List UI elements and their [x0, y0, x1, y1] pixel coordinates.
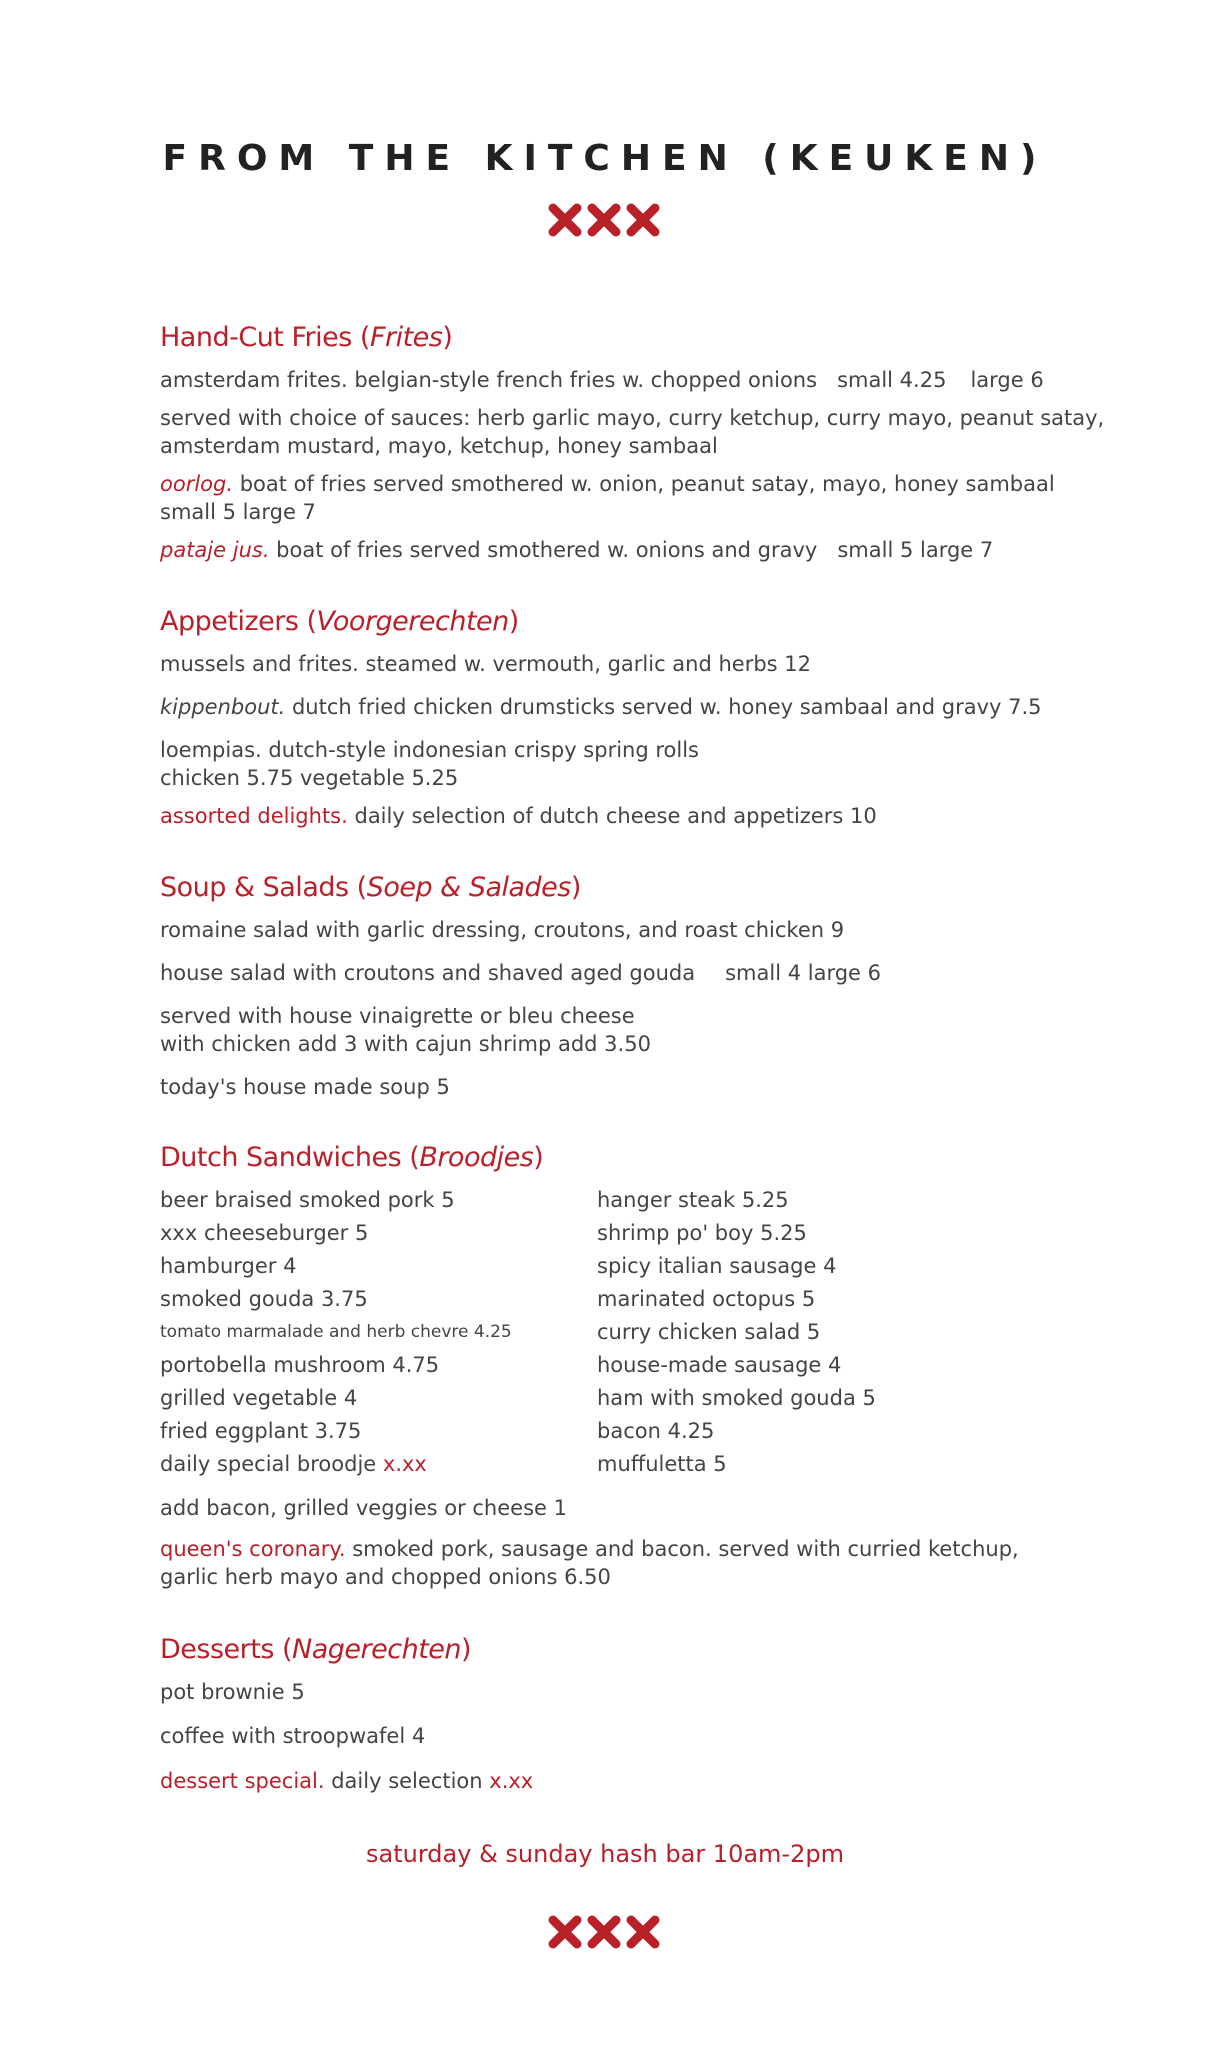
sandwich-item-daily-special: daily special broodje x.xx [160, 1452, 427, 1476]
menu-item-loempias: loempias. dutch-style indonesian crispy spring rolls [160, 738, 699, 762]
sandwich-item: beer braised smoked pork 5 [160, 1188, 455, 1212]
section-title-desserts: Desserts (Nagerechten) [160, 1634, 472, 1665]
menu-item-oorlog-price: small 5 large 7 [160, 500, 316, 524]
sandwich-item: portobella mushroom 4.75 [160, 1353, 440, 1377]
menu-item-oorlog: oorlog. boat of fries served smothered w. onion, peanut satay, mayo, honey sambaal [160, 472, 1055, 496]
section-title-appetizers: Appetizers (Voorgerechten) [160, 606, 519, 637]
triple-x-icon [547, 202, 661, 238]
sauces-note-cont: amsterdam mustard, mayo, ketchup, honey sambaal [160, 434, 718, 458]
menu-item-dessert-special: dessert special. daily selection x.xx [160, 1769, 534, 1793]
sandwich-item: curry chicken salad 5 [597, 1320, 821, 1344]
sauces-note: served with choice of sauces: herb garlic mayo, curry ketchup, curry mayo, peanut satay, [160, 406, 1105, 430]
sandwich-addons: add bacon, grilled veggies or cheese 1 [160, 1496, 567, 1520]
menu-item-mussels: mussels and frites. steamed w. vermouth, garlic and herbs 12 [160, 652, 812, 676]
menu-item-house-salad: house salad with croutons and shaved aged gouda small 4 large 6 [160, 961, 882, 985]
sandwich-item: muffuletta 5 [597, 1452, 727, 1476]
sandwich-item: hanger steak 5.25 [597, 1188, 789, 1212]
section-title-soup: Soup & Salads (Soep & Salades) [160, 872, 581, 903]
sandwich-item: shrimp po' boy 5.25 [597, 1221, 807, 1245]
menu-item-pot-brownie: pot brownie 5 [160, 1680, 305, 1704]
sandwich-item: hamburger 4 [160, 1254, 297, 1278]
menu-item-pataje: pataje jus. boat of fries served smothered w. onions and gravy small 5 large 7 [160, 538, 994, 562]
sandwich-item: bacon 4.25 [597, 1419, 715, 1443]
sandwich-item: spicy italian sausage 4 [597, 1254, 837, 1278]
sandwich-item: xxx cheeseburger 5 [160, 1221, 369, 1245]
menu-item-kippenbout: kippenbout. dutch fried chicken drumsticks served w. honey sambaal and gravy 7.5 [160, 695, 1042, 719]
section-title-fries: Hand-Cut Fries (Frites) [160, 322, 453, 353]
menu-item-loempias-price: chicken 5.75 vegetable 5.25 [160, 766, 459, 790]
menu-item-assorted-delights: assorted delights. daily selection of dutch cheese and appetizers 10 [160, 804, 877, 828]
sandwich-item: tomato marmalade and herb chevre 4.25 [160, 1322, 512, 1342]
dressing-note: served with house vinaigrette or bleu cheese [160, 1004, 635, 1028]
sandwich-item: ham with smoked gouda 5 [597, 1386, 876, 1410]
sandwich-item: marinated octopus 5 [597, 1287, 816, 1311]
page-title: FROM THE KITCHEN (KEUKEN) [162, 138, 1048, 179]
section-title-sandwiches: Dutch Sandwiches (Broodjes) [160, 1142, 544, 1173]
menu-item-queens-coronary-cont: garlic herb mayo and chopped onions 6.50 [160, 1565, 611, 1589]
menu-item-coffee-stroopwafel: coffee with stroopwafel 4 [160, 1724, 426, 1748]
sandwich-item: smoked gouda 3.75 [160, 1287, 368, 1311]
triple-x-icon [547, 1914, 661, 1950]
menu-item-soup: today's house made soup 5 [160, 1075, 450, 1099]
hash-bar-note: saturday & sunday hash bar 10am-2pm [366, 1840, 844, 1868]
menu-item-amsterdam-frites: amsterdam frites. belgian-style french fries w. chopped onions small 4.25 large 6 [160, 368, 1044, 392]
sandwich-item: grilled vegetable 4 [160, 1386, 358, 1410]
sandwich-item: fried eggplant 3.75 [160, 1419, 362, 1443]
salad-addons: with chicken add 3 with cajun shrimp add 3.50 [160, 1032, 651, 1056]
sandwich-item: house-made sausage 4 [597, 1353, 842, 1377]
menu-item-queens-coronary: queen's coronary. smoked pork, sausage and bacon. served with curried ketchup, [160, 1537, 1019, 1561]
menu-item-romaine: romaine salad with garlic dressing, croutons, and roast chicken 9 [160, 918, 845, 942]
